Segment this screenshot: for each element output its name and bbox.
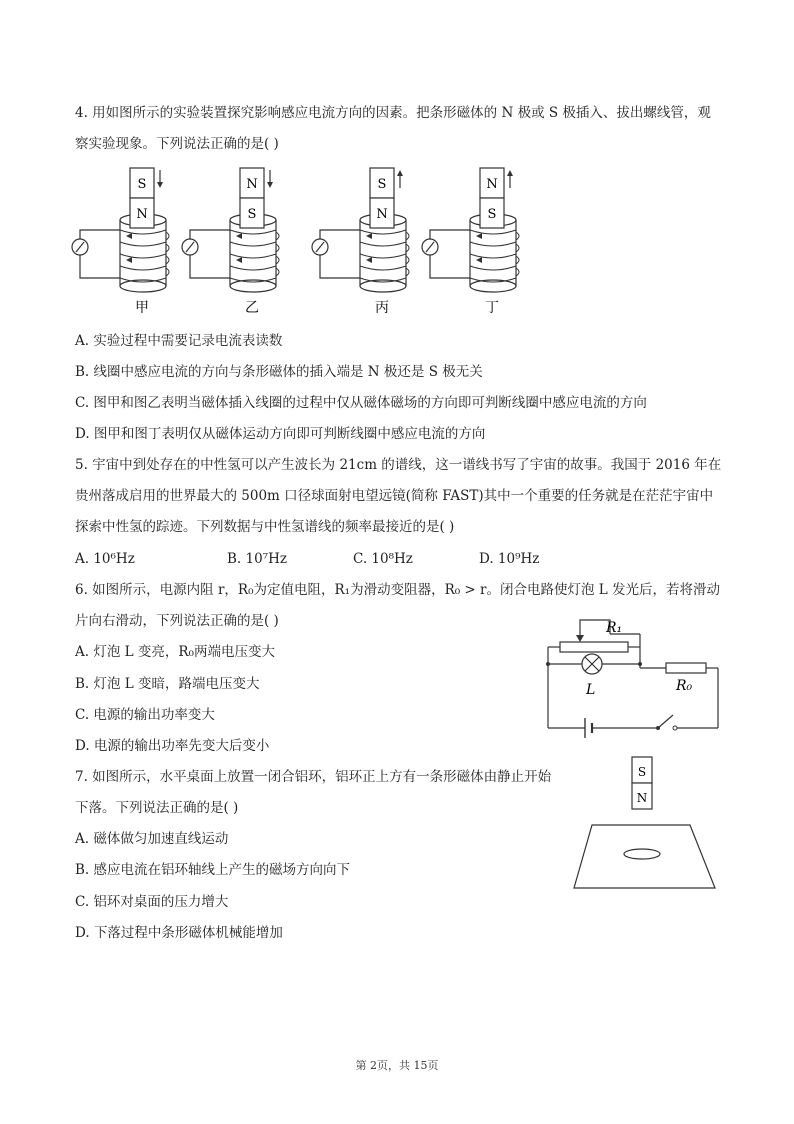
q6-option-a: A. 灯泡 L 变亮，R₀两端电压变大 [75,644,275,660]
q7-option-a: A. 磁体做匀加速直线运动 [75,831,229,847]
lamp-label: L [586,682,596,698]
yi-label: 乙 [245,300,259,316]
magnet-top-pole: S [637,765,647,779]
bing-bottom-pole: N [376,207,388,222]
q6-stem-line1: 6. 如图所示，电源内阻 r，R₀为定值电阻，R₁为滑动变阻器，R₀ > r。闭合电路使灯泡 L 发光后，若将滑动 [75,582,721,598]
q6-option-b: B. 灯泡 L 变暗，路端电压变大 [75,676,260,692]
q7-figure [570,755,720,895]
q6-circuit [540,612,730,742]
magnet-bottom-pole: N [636,791,648,805]
figure-ding [422,168,519,316]
q5-option-c: C. 10⁸Hz [353,551,413,567]
q4-stem-line2: 察实验现象。下列说法正确的是( ) [75,136,279,152]
q4-option-d: D. 图甲和图丁表明仅从磁体运动方向即可判断线圈中感应电流的方向 [75,426,486,442]
ding-bottom-pole: S [487,207,497,222]
q4-stem-line1: 4. 用如图所示的实验装置探究影响感应电流方向的因素。把条形磁体的 N 极或 S 极插入、拔出螺线管，观 [75,105,711,121]
q6-option-d: D. 电源的输出功率先变大后变小 [75,738,270,754]
figure-bing [312,168,409,316]
q4-option-b: B. 线圈中感应电流的方向与条形磁体的插入端是 N 极还是 S 极无关 [75,364,483,380]
q7-option-d: D. 下落过程中条形磁体机械能增加 [75,925,283,941]
q6-stem-line2: 片向右滑动，下列说法正确的是( ) [75,613,279,629]
r0-label: R₀ [676,678,693,694]
switch-blade [658,715,673,728]
ding-label: 丁 [485,300,499,316]
jia-label: 甲 [135,300,149,316]
yi-top-pole: N [246,177,258,192]
jia-top-pole: S [137,177,147,192]
q5-option-b: B. 10⁷Hz [227,551,287,567]
r1-label: R₁ [606,620,623,636]
q5-stem-line3: 探索中性氢的踪迹。下列数据与中性氢谱线的频率最接近的是( ) [75,519,455,535]
q5-stem-line1: 5. 宇宙中到处存在的中性氢可以产生波长为 21cm 的谱线，这一谱线书写了宇宙的故事。我国于 2016 年在 [75,457,722,473]
q7-stem-line1: 7. 如图所示，水平桌面上放置一闭合铝环，铝环正上方有一条形磁体由静止开始 [75,769,552,785]
page-footer: 第 2页，共 15页 [355,1059,439,1072]
q4-option-a: A. 实验过程中需要记录电流表读数 [75,333,283,349]
bing-label: 丙 [375,300,389,316]
jia-bottom-pole: N [136,207,148,222]
q5-option-d: D. 10⁹Hz [479,551,540,567]
table-top [574,825,715,888]
q4-figure [60,160,540,320]
bing-top-pole: S [377,177,387,192]
q6-option-c: C. 电源的输出功率变大 [75,707,215,723]
q5-stem-line2: 贵州落成启用的世界最大的 500m 口径球面射电望远镜(简称 FAST)其中一个重要的任务就是在茫茫宇宙中 [75,488,714,504]
q5-option-a: A. 10⁶Hz [75,551,135,567]
figure-yi [182,168,279,316]
q7-option-c: C. 铝环对桌面的压力增大 [75,894,229,910]
yi-bottom-pole: S [247,207,257,222]
figure-jia [72,168,169,316]
q7-stem-line2: 下落。下列说法正确的是( ) [75,800,239,816]
ding-top-pole: N [486,177,498,192]
r1-rheostat [560,642,628,652]
q4-option-c: C. 图甲和图乙表明当磁体插入线圈的过程中仅从磁体磁场的方向即可判断线圈中感应电流的方向 [75,395,647,411]
q7-option-b: B. 感应电流在铝环轴线上产生的磁场方向向下 [75,862,351,878]
r0-resistor [666,663,706,673]
